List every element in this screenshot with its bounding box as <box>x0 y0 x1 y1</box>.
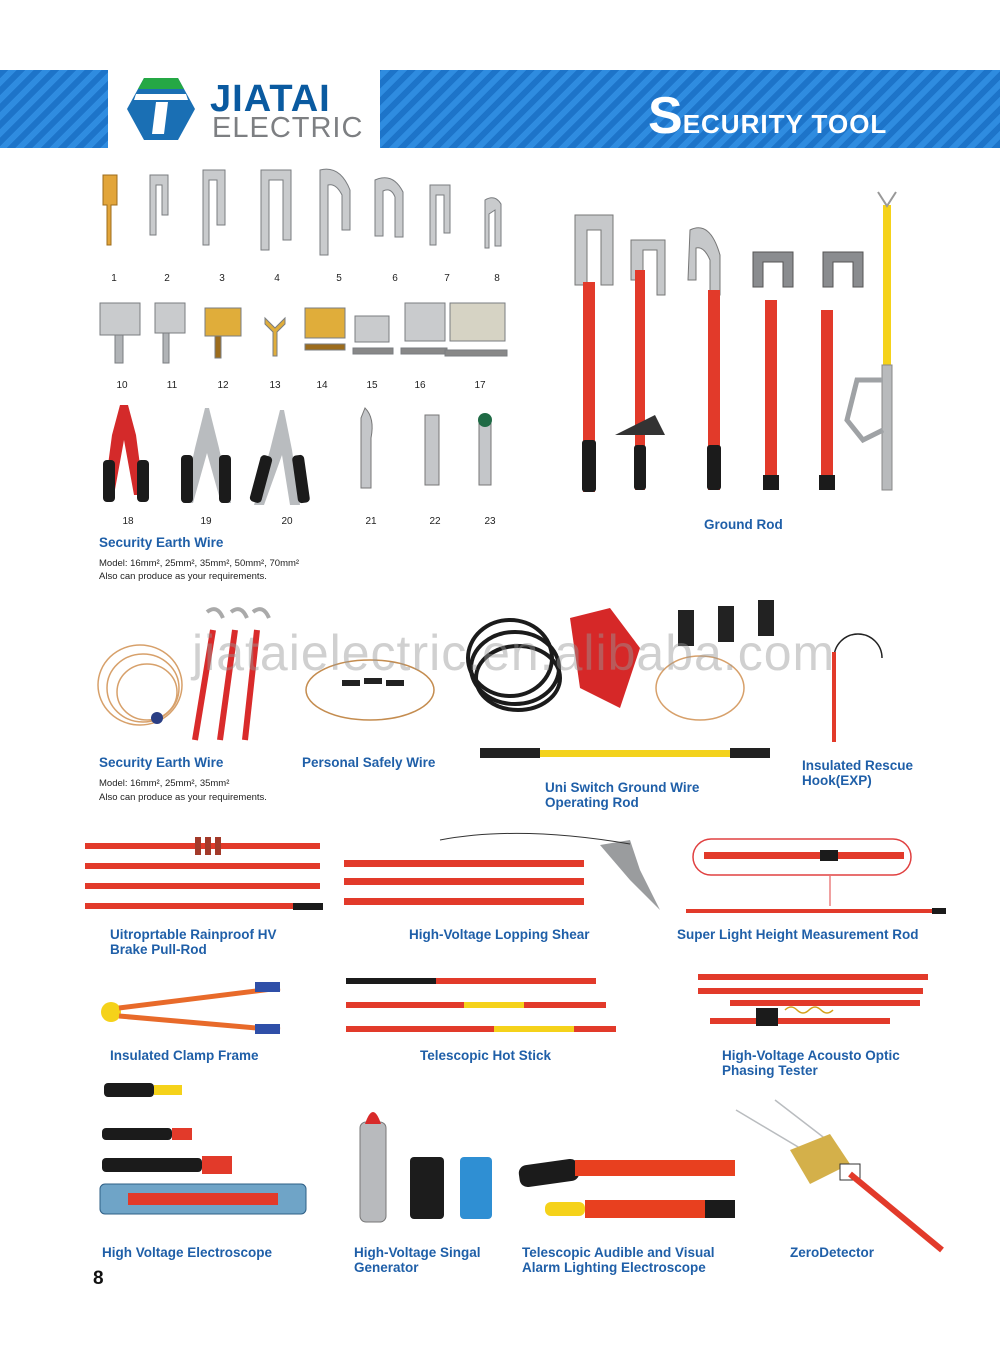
personal-safety-wire-title: Personal Safely Wire <box>302 755 436 770</box>
clamp-number: 16 <box>414 380 426 391</box>
section-title-initial: S <box>648 87 683 145</box>
earth-wire-model: Model: 16mm², 25mm², 35mm², 50mm², 70mm² <box>99 558 300 569</box>
clamp-number: 3 <box>219 273 225 284</box>
clamp-number: 1 <box>111 273 117 284</box>
pliers-row-illustration <box>95 400 515 510</box>
height-rod-illustration <box>680 836 950 921</box>
hot-stick-title: Telescopic Hot Stick <box>420 1048 552 1063</box>
clamp-row-2-illustration <box>95 298 515 370</box>
clamp-number: 19 <box>200 516 212 527</box>
clamp-number: 15 <box>366 380 378 391</box>
earth-wire-2-note: Also can produce as your requirements. <box>99 792 267 803</box>
earth-wire-2-model: Model: 16mm², 25mm², 35mm² <box>99 778 230 789</box>
security-earth-wire-title-2: Security Earth Wire <box>99 755 224 770</box>
clamp-number: 14 <box>316 380 328 391</box>
clamp-number: 10 <box>116 380 128 391</box>
signal-generator-illustration <box>355 1092 495 1227</box>
signal-generator-title-line1: High-Voltage Singal <box>354 1245 481 1260</box>
clamp-frame-illustration <box>95 978 290 1038</box>
clamp-number: 4 <box>274 273 280 284</box>
clamp-number: 17 <box>474 380 486 391</box>
brake-rod-title-line2: Brake Pull-Rod <box>110 942 207 957</box>
clamp-number: 2 <box>164 273 170 284</box>
clamp-number: 21 <box>365 516 377 527</box>
clamp-row-1-illustration <box>95 165 525 265</box>
clamp-number: 11 <box>166 380 178 391</box>
earth-wire-note: Also can produce as your requirements. <box>99 571 267 582</box>
brake-rod-title-line1: Uitroprtable Rainproof HV <box>110 927 277 942</box>
clamp-number: 20 <box>281 516 293 527</box>
brand-subtitle: ELECTRIC <box>212 112 364 144</box>
clamp-frame-title: Insulated Clamp Frame <box>110 1048 259 1063</box>
clamp-number: 5 <box>336 273 342 284</box>
alarm-electroscope-title-line2: Alarm Lighting Electroscope <box>522 1260 706 1275</box>
signal-generator-title-line2: Generator <box>354 1260 419 1275</box>
electroscope-title: High Voltage Electroscope <box>102 1245 273 1260</box>
clamp-number: 18 <box>122 516 134 527</box>
uni-switch-title-line2: Operating Rod <box>545 795 639 810</box>
clamp-number: 8 <box>494 273 500 284</box>
phasing-tester-title-line2: Phasing Tester <box>722 1063 818 1078</box>
rescue-hook-illustration <box>828 622 888 747</box>
watermark: jiataielectric.en.alibaba.com <box>192 625 836 681</box>
clamp-number: 23 <box>484 516 496 527</box>
zero-detector-title: ZeroDetector <box>790 1245 875 1260</box>
lopping-shear-title: High-Voltage Lopping Shear <box>409 927 590 942</box>
electroscope-illustration <box>98 1080 313 1225</box>
ground-rod-title: Ground Rod <box>704 517 783 532</box>
phasing-tester-illustration <box>690 970 940 1040</box>
ground-rod-illustration <box>565 190 910 500</box>
security-earth-wire-title: Security Earth Wire <box>99 535 224 550</box>
clamp-number: 13 <box>269 380 281 391</box>
height-rod-title: Super Light Height Measurement Rod <box>677 927 919 942</box>
hot-stick-illustration <box>344 972 644 1042</box>
rescue-hook-title-line1: Insulated Rescue <box>802 758 914 773</box>
clamp-number: 6 <box>392 273 398 284</box>
page-number: 8 <box>93 1268 104 1289</box>
clamp-number: 22 <box>429 516 441 527</box>
clamp-number: 12 <box>217 380 229 391</box>
section-title-rest: ECURITY TOOL <box>682 109 888 139</box>
zero-detector-illustration <box>730 1090 945 1255</box>
clamp-number: 7 <box>444 273 450 284</box>
uni-switch-title-line1: Uni Switch Ground Wire <box>545 780 700 795</box>
alarm-electroscope-illustration <box>515 1152 745 1227</box>
alarm-electroscope-title-line1: Telescopic Audible and Visual <box>522 1245 715 1260</box>
phasing-tester-title-line1: High-Voltage Acousto Optic <box>722 1048 900 1063</box>
section-title <box>648 86 887 146</box>
lopping-shear-illustration <box>340 830 665 915</box>
brake-rod-illustration <box>83 835 328 915</box>
brand-name: JIATAI <box>210 78 331 120</box>
rescue-hook-title-line2: Hook(EXP) <box>802 773 872 788</box>
jiatai-logo-icon <box>126 76 196 142</box>
